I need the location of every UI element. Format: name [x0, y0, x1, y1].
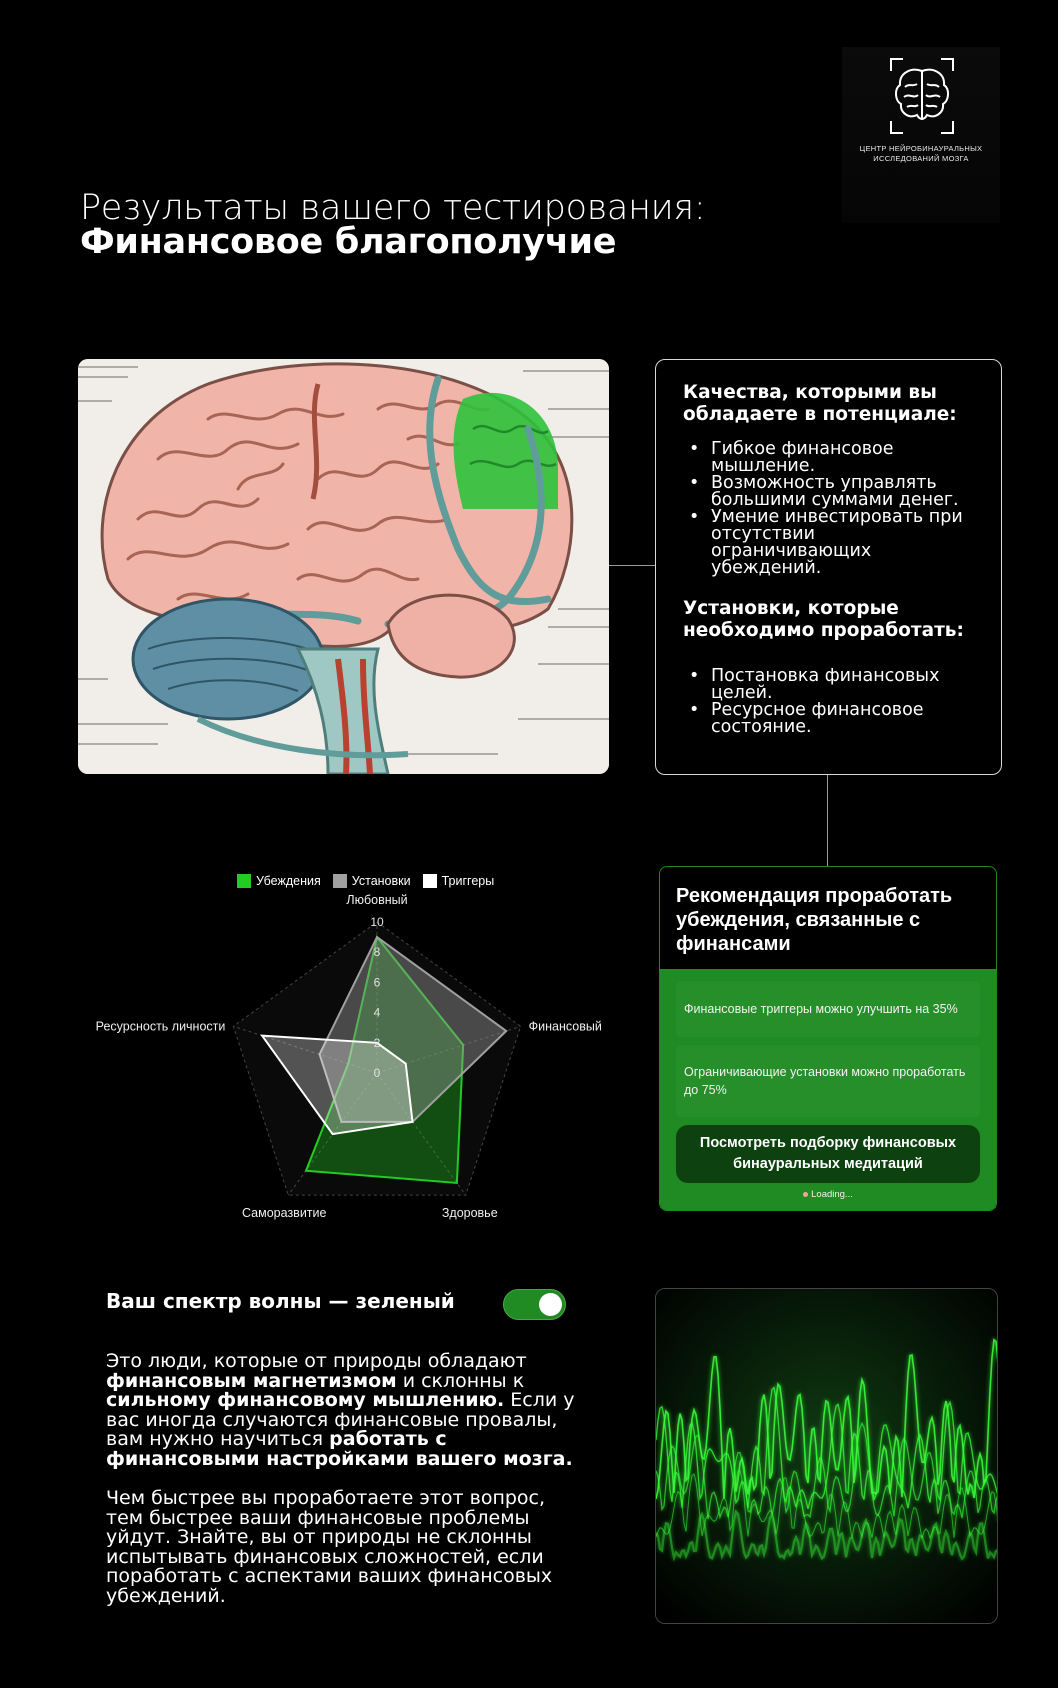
- text-run: Если у вас иногда случаются финансовые провалы, вам нужно научиться: [106, 1389, 575, 1450]
- radar-axis-label: Финансовый: [528, 1019, 602, 1034]
- legend-swatch: [237, 874, 251, 888]
- view-meditations-button[interactable]: Посмотреть подборку финансовых бинауральных медитаций: [676, 1125, 980, 1183]
- text-run: и склонны к: [396, 1369, 525, 1392]
- text-run: Это люди, которые от природы обладают: [106, 1350, 527, 1372]
- legend-swatch: [423, 874, 437, 888]
- list-item: • Возможность управлять большими суммами денег.: [683, 475, 979, 509]
- brain-scan-icon: [889, 57, 955, 135]
- radar-tick-label: 6: [373, 975, 381, 990]
- legend-label: Убеждения: [256, 874, 321, 888]
- list-item: • Постановка финансовых целей.: [683, 668, 979, 702]
- recommendation-item: Финансовые триггеры можно улучшить на 35%: [676, 981, 980, 1037]
- radar-tick-label: 0: [373, 1066, 381, 1080]
- brain-illustration: [78, 359, 609, 774]
- legend-label: Триггеры: [441, 874, 495, 888]
- recommendation-item: Ограничивающие установки можно проработать до 75%: [676, 1045, 980, 1117]
- qualities-list: [683, 441, 979, 577]
- legend-label: Установки: [351, 874, 411, 888]
- qualities-card: [655, 359, 1002, 775]
- radar-chart: [60, 890, 640, 1230]
- page-title-prefix: Результаты вашего тестирования:: [80, 188, 706, 228]
- loading-indicator: [676, 1189, 980, 1200]
- green-wave-visualization: [655, 1288, 998, 1624]
- legend-item-beliefs[interactable]: [237, 874, 321, 888]
- list-item: • Гибкое финансовое мышление.: [683, 441, 979, 475]
- logo: [842, 47, 1000, 223]
- chart-legend: [237, 874, 494, 888]
- list-item: • Умение инвестировать при отсутствии ограничивающих убеждений.: [683, 509, 979, 577]
- radar-tick-label: 4: [373, 1005, 381, 1020]
- legend-item-attitudes[interactable]: [333, 874, 411, 888]
- text-run-bold: сильному финансовому мышлению.: [106, 1389, 505, 1411]
- description-paragraph-2: Чем быстрее вы проработаете этот вопрос, тем быстрее ваши финансовые проблемы уйдут. Знайте, вы от природы не склонны испытывать финансовых сложностей, если поработать с аспектами ваших финансовых убеждений.: [106, 1487, 553, 1607]
- text-run-bold: работать с финансовыми настройками вашего мозга.: [106, 1428, 573, 1470]
- page-title: Финансовое благополучие: [80, 222, 617, 262]
- spectrum-toggle[interactable]: [503, 1289, 566, 1320]
- radar-axis-label: Ресурсность личности: [95, 1019, 226, 1034]
- radar-tick-label: 2: [373, 1035, 381, 1050]
- logo-line-1: ЦЕНТР НЕЙРОБИНАУРАЛЬНЫХ: [859, 144, 983, 153]
- radar-axis-label: Саморазвитие: [242, 1206, 327, 1221]
- radar-tick-label: 10: [370, 915, 384, 929]
- radar-tick-label: 8: [373, 945, 381, 960]
- radar-axis-label: Здоровье: [441, 1206, 498, 1221]
- list-item: • Ресурсное финансовое состояние.: [683, 702, 979, 736]
- loading-text: Loading...: [811, 1189, 853, 1200]
- recommendation-card: [659, 866, 997, 1211]
- logo-line-2: ИССЛЕДОВАНИЙ МОЗГА: [873, 154, 969, 163]
- beliefs-list: [683, 668, 979, 736]
- loading-dot-icon: [803, 1192, 808, 1197]
- recommendation-title: Рекомендация проработать убеждения, связанные с финансами: [676, 885, 953, 955]
- connector-line-horizontal: [609, 565, 655, 566]
- spectrum-title: Ваш спектр волны — зеленый: [106, 1289, 455, 1313]
- recommendation-body: [660, 969, 996, 1210]
- beliefs-heading: Установки, которые необходимо проработать:: [683, 598, 964, 641]
- connector-line-vertical: [827, 775, 828, 866]
- text-run-bold: финансовым магнетизмом: [106, 1369, 397, 1392]
- radar-axis-label: Любовный: [346, 893, 408, 907]
- toggle-knob: [539, 1293, 562, 1316]
- legend-swatch: [333, 874, 347, 888]
- spectrum-description: [106, 1352, 576, 1606]
- description-paragraph-1: [106, 1352, 576, 1469]
- legend-item-triggers[interactable]: [423, 874, 495, 888]
- qualities-heading: Качества, которыми вы обладаете в потенциале:: [683, 382, 957, 425]
